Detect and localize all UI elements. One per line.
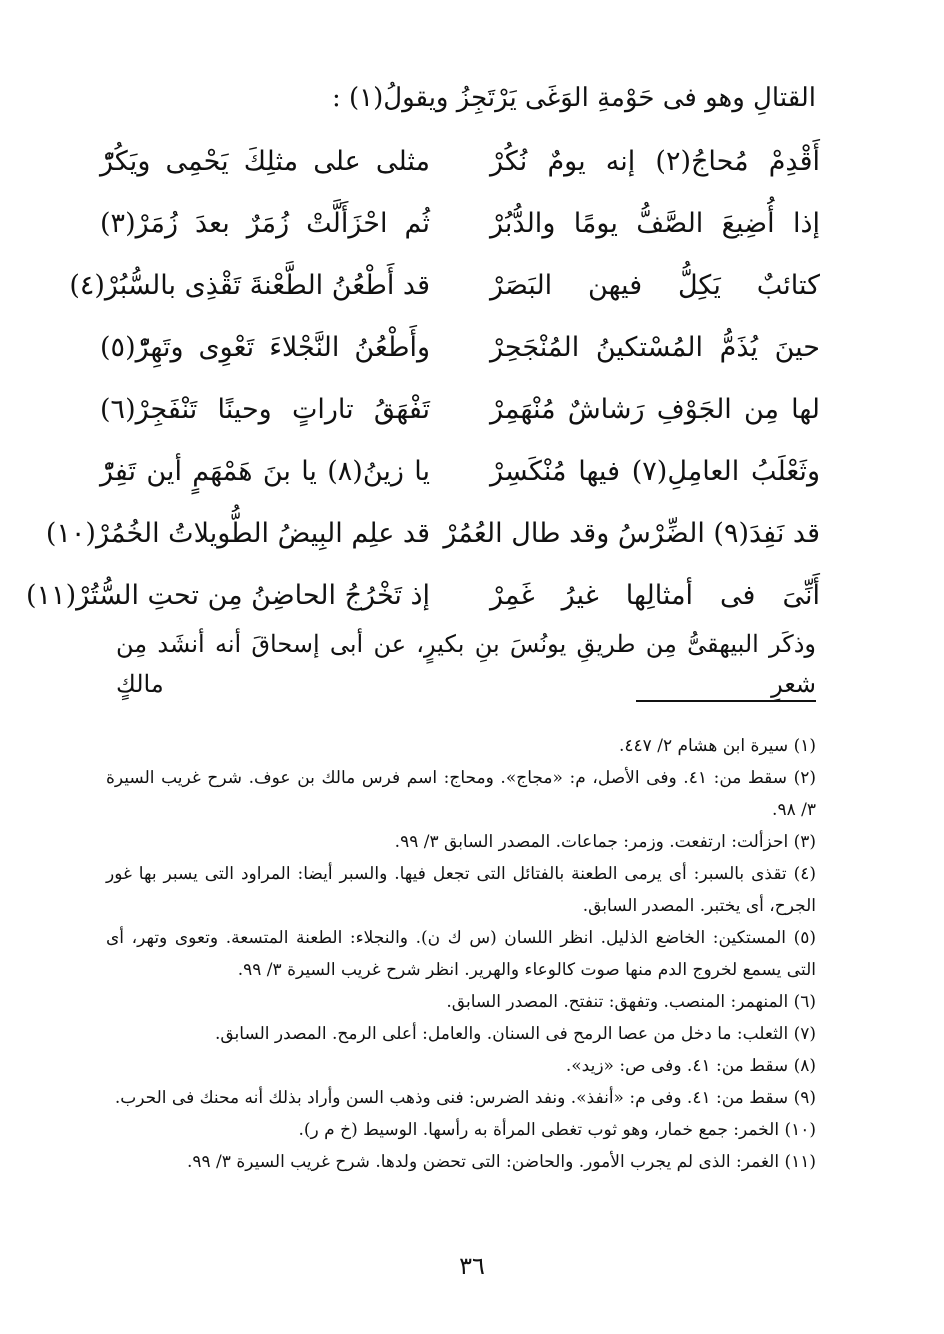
verse-first-hemistich: لها مِن الجَوْفِ رَشاشٌ مُنْهَمِرْ [490,394,820,425]
footnotes [106,730,816,1178]
verse [45,512,820,574]
footnote: (٤) تقذى بالسبر: أى يرمى الطعنة بالفتائل التى تجعل فيها. والسبر أيضا: المراود التى يسبر بها غور الجرح، أى يختبر. المصدر السابق. [106,864,816,916]
footnote: (٩) سقط من: ٤١. وفى م: «أنفذ». ونفد الضرس: فنى وذهب السن وأراد بذلك أنه محنك فى الحرب. [114,1088,816,1108]
verse-first-hemistich: كتائبٌ يَكِلُّ فيهن البَصَرْ [490,270,820,301]
verse-second-hemistich: مثلى على مثلِكَ يَحْمِى ويَكُرّْ [100,146,430,177]
verse-first-hemistich: أَقْدِمْ مُحاجُ(٢) إنه يومٌ نُكُرْ [490,146,820,177]
verse [100,140,820,202]
verse-second-hemistich: قد علِم البِيضُ الطُّويلاتُ الخُمُرْ(١٠) [45,518,430,549]
footnote: (١١) الغمر: الذى لم يجرب الأمور. والحاضن: التى تحضن ولدها. شرح غريب السيرة ٣/ ٩٩. [186,1152,816,1172]
footnote: (٦) المنهمر: المنصب. وتفهق: تنفتح. المصدر السابق. [446,992,816,1012]
verse-first-hemistich: إذا أُضِيعَ الصَّفُّ يومًا والدُّبُرْ [490,208,820,239]
footnote: (٣) احزألت: ارتفعت. وزمر: جماعات. المصدر السابق ٣/ ٩٩. [394,832,816,852]
verse-second-hemistich: يا زينُ(٨) يا بنَ هَمْهَمٍ أين تَفِرّْ [100,456,430,487]
footnote: (٧) الثعلب: ما دخل من عصا الرمح فى السنان. والعامل: أعلى الرمح. المصدر السابق. [214,1024,816,1044]
verse-first-hemistich: قد نَفِدَ(٩) الضِّرْسُ وقد طال العُمُرْ [443,518,820,549]
footnote: (٥) المستكين: الخاضع الذليل. انظر اللسان (س ك ن). والنجلاء: الطعنة المتسعة. وتعوى وتهر، أى التى يسمع لخروج الدم منها صوت كالوعاء والهرير. انظر شرح غريب السيرة ٣/ ٩٩. [106,928,816,980]
verse [69,264,820,326]
verse [100,450,820,512]
verse-second-hemistich: تَفْهَقُ تاراتٍ وحينًا تَنْفَجِرْ(٦) [100,394,430,425]
page-number: ٣٦ [459,1252,485,1280]
intro-line: القتالِ وهو فى حَوْمةِ الوَغَى يَرْتَجِزُ ويقولُ(١) : [331,83,816,113]
verse [100,388,820,450]
footnote-separator [636,700,816,702]
verse-first-hemistich: وثَعْلَبُ العامِلِ(٧) فيها مُنْكَسِرْ [490,456,820,487]
verse-second-hemistich: وأَطْعُنُ النَّجْلاءَ تَعْوِى وتَهِرّْ(٥) [100,332,430,363]
footnote: (١٠) الخمر: جمع خمار، وهو ثوب تغطى المرأة به رأسها. الوسيط (خ م ر). [298,1120,816,1140]
footnote: (٢) سقط من: ٤١. وفى الأصل، م: «مجاج». ومحاج: اسم فرس مالك بن عوف. شرح غريب السيرة ٣/ ٩٨. [106,768,816,820]
verse-first-hemistich: أَنِّىَ فى أمثالِها غيرُ غَمِرْ [490,580,820,611]
footnote: (١) سيرة ابن هشام ٢/ ٤٤٧. [618,736,816,756]
footnote: (٨) سقط من: ٤١. وفى ص: «زيد». [565,1056,816,1076]
verse-first-hemistich: حينَ يُذَمُّ المُسْتكينُ المُنْجَحِرْ [490,332,820,363]
verse-second-hemistich: قد أَطْعُنُ الطَّعْنةَ تَقْذِى بالسُّبُرْ(٤) [69,270,430,301]
verse [100,202,820,264]
closing-line: وذكَر البيهقىُّ مِن طريقِ يونُسَ بنِ بكيرٍ، عن أبى إسحاقَ أنه أنشَد مِن شعرِ مالكٍ [116,630,816,698]
verse [100,326,820,388]
verse-second-hemistich: ثُم احْزَأَلَّتْ زُمَرٌ بعدَ زُمَرْ(٣) [100,208,430,239]
verse-second-hemistich: إذ تَخْرُجُ الحاضِنُ مِن تحتِ السُّتُرْ(١١) [26,580,430,611]
